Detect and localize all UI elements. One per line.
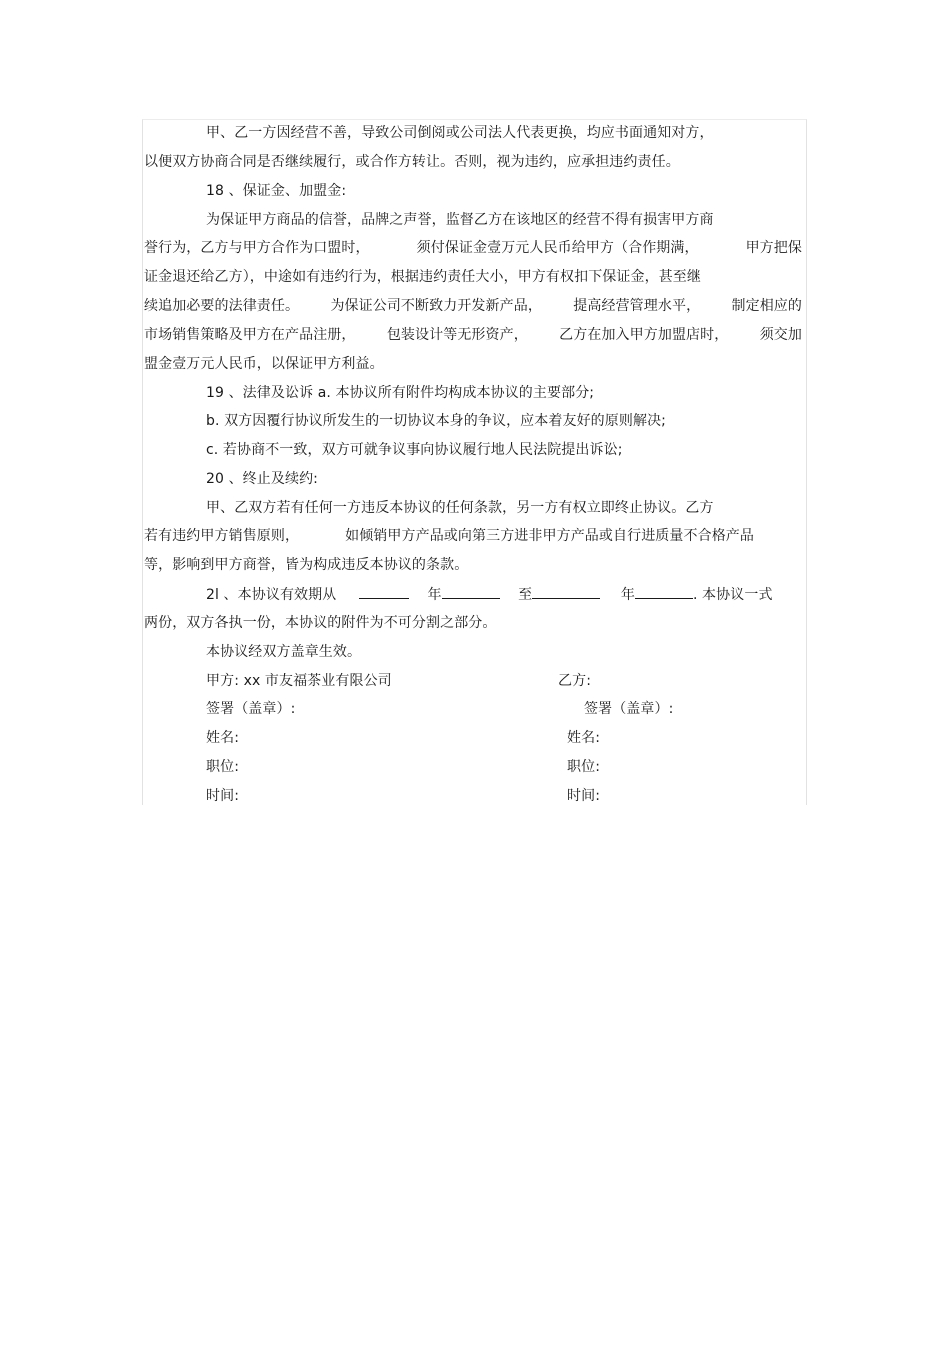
text-segment: 续追加必要的法律责任。: [144, 298, 300, 314]
paragraph-line: 甲、乙双方若有任何一方违反本协议的任何条款，另一方有权立即终止协议。乙方: [206, 500, 714, 516]
blank-line: [532, 586, 600, 599]
party-b-position: 职位:: [567, 759, 601, 775]
paragraph-line: 两份，双方各执一份，本协议的附件为不可分割之部分。: [144, 615, 497, 631]
paragraph-line: 等，影响到甲方商誉，皆为构成违反本协议的条款。: [144, 557, 469, 573]
paragraph-line: [144, 240, 802, 256]
paragraph-line: 甲、乙一方因经营不善，导致公司倒阅或公司法人代表更换，均应书面通知对方，: [206, 125, 714, 141]
party-a-label: 甲方: xx 市友福茶业有限公司: [206, 673, 392, 689]
text-segment: 提高经营管理水平，: [573, 298, 701, 314]
paragraph-line: [144, 528, 754, 544]
paragraph-line: b. 双方因覆行协议所发生的一切协议本身的争议，应本着友好的原则解决;: [206, 413, 667, 429]
paragraph-line: 以便双方协商合同是否继续履行，或合作方转让。否则，视为违约，应承担违约责任。: [144, 154, 680, 170]
blank-line: [442, 586, 500, 599]
paragraph-line: 证金退还给乙方），中途如有违约行为，根据违约责任大小，甲方有权扣下保证金，甚至继: [144, 269, 701, 285]
text-segment: 甲方把保: [745, 240, 802, 256]
blank-line: [359, 586, 409, 599]
party-b-time: 时间:: [567, 788, 601, 804]
section-heading-20: 20 、终止及续约:: [206, 471, 318, 487]
text-segment: 为保证公司不断致力开发新产品，: [330, 298, 542, 314]
text-segment: 包装设计等无形资产，: [386, 327, 528, 343]
paragraph-line: [144, 327, 802, 343]
text-segment: 须付保证金壹万元人民币给甲方（合作期满，: [416, 240, 699, 256]
text-segment: 2l 、本协议有效期从: [206, 587, 337, 603]
section-heading-19: 19 、法律及讼诉 a. 本协议所有附件均构成本协议的主要部分;: [206, 385, 595, 401]
party-b-name: 姓名:: [567, 730, 601, 746]
blank-line: [635, 586, 693, 599]
paragraph-line: 盟金壹万元人民币，以保证甲方利益。: [144, 356, 384, 372]
text-segment: 市场销售策略及甲方在产品注册，: [144, 327, 356, 343]
paragraph-line: c. 若协商不一致，双方可就争议事向协议履行地人民法院提出诉讼;: [206, 442, 623, 458]
term-line: [206, 586, 796, 603]
party-a-name: 姓名:: [206, 730, 240, 746]
text-segment: 乙方在加入甲方加盟店时，: [559, 327, 729, 343]
party-a-signature: 签署（盖章）:: [206, 701, 296, 717]
text-segment: 年: [620, 587, 635, 603]
text-segment: 须交加: [759, 327, 802, 343]
text-segment: 至: [518, 587, 533, 603]
section-heading-18: 18 、保证金、加盟金:: [206, 183, 347, 199]
party-a-time: 时间:: [206, 788, 240, 804]
paragraph-line: 为保证甲方商品的信誉，品牌之声誉，监督乙方在该地区的经营不得有损害甲方商: [206, 212, 714, 228]
text-segment: 制定相应的: [731, 298, 802, 314]
text-segment: 年: [427, 587, 442, 603]
party-b-label: 乙方:: [558, 673, 592, 689]
text-segment: 如倾销甲方产品或向第三方进非甲方产品或自行进质量不合格产品: [345, 528, 754, 544]
party-b-signature: 签署（盖章）:: [584, 701, 674, 717]
text-segment: . 本协议一式: [692, 587, 773, 603]
text-segment: 若有违约甲方销售原则，: [144, 528, 300, 544]
text-segment: 誉行为，乙方与甲方合作为口盟时，: [144, 240, 370, 256]
party-a-position: 职位:: [206, 759, 240, 775]
effect-clause: 本协议经双方盖章生效。: [206, 644, 362, 660]
paragraph-line: [144, 298, 802, 314]
